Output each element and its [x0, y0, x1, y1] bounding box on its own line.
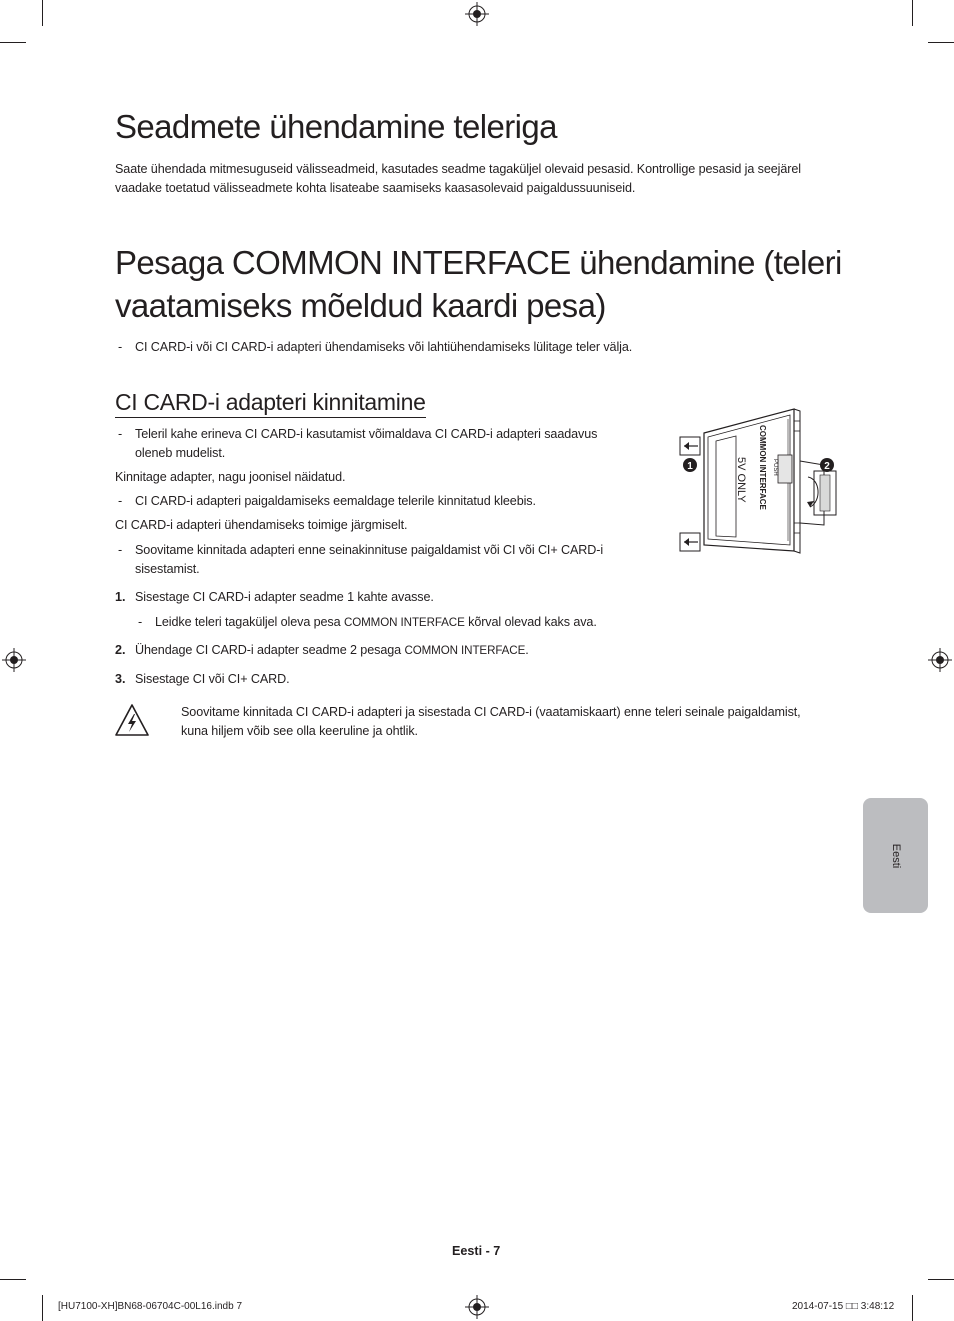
- bullet-dash: -: [118, 340, 123, 354]
- section-title: [115, 241, 842, 327]
- subsection-title: CI CARD-i adapteri kinnitamine: [115, 388, 426, 418]
- intro-line: vaadake toetatud välisseadmete kohta lisateabe saamiseks kaasasolevaid paigaldussuuniseid.: [115, 181, 636, 195]
- intro-paragraph: [115, 160, 801, 198]
- registration-mark-icon: [2, 648, 26, 672]
- callout-2: 2: [824, 461, 830, 472]
- step-text: Sisestage CI CARD-i adapter seadme 1 kahte avasse.: [135, 590, 434, 604]
- page-title: Seadmete ühendamine teleriga: [115, 108, 557, 145]
- step-text: Sisestage CI või CI+ CARD.: [135, 672, 290, 686]
- slot-name: COMMON INTERFACE: [404, 644, 526, 657]
- figure-label-5v-only: 5V ONLY: [735, 457, 747, 503]
- warning-line: Soovitame kinnitada CI CARD-i adapteri ja sisestada CI CARD-i (vaatamiskaart) enne teleri seinale paigaldamist,: [181, 705, 801, 719]
- substep-text-part: Leidke teleri tagaküljel oleva pesa: [155, 615, 344, 629]
- footer-timestamp: 2014-07-15 □□ 3:48:12: [792, 1301, 895, 1312]
- adapter-note-line: oleneb mudelist.: [135, 446, 226, 460]
- intro-line: Saate ühendada mitmesuguseid välisseadmeid, kasutades seadme tagaküljel olevaid pesasid. Kontrollige pesasid ja seejärel: [115, 162, 801, 176]
- registration-mark-icon: [465, 2, 489, 26]
- warning-line: kuna hiljem võib see olla keeruline ja ohtlik.: [181, 724, 418, 738]
- step-number: 1.: [115, 590, 126, 604]
- adapter-note: [135, 425, 597, 463]
- step-number: 3.: [115, 672, 126, 686]
- footer-file-info: [HU7100-XH]BN68-06704C-00L16.indb 7: [58, 1301, 243, 1312]
- page-number: Eesti - 7: [452, 1244, 501, 1258]
- crop-mark: [0, 1279, 26, 1280]
- crop-mark: [42, 0, 43, 26]
- attach-instruction: Kinnitage adapter, nagu joonisel näidatud.: [115, 470, 346, 484]
- substep-text: [155, 613, 597, 632]
- power-note: CI CARD-i või CI CARD-i adapteri ühendamiseks või lahtiühendamiseks lülitage teler välja.: [135, 340, 633, 354]
- crop-mark: [928, 1279, 954, 1280]
- section-title-line: Pesaga COMMON INTERFACE ühendamine (teleri: [115, 244, 842, 281]
- crop-mark: [912, 1295, 913, 1321]
- warning-lightning-icon: [114, 703, 150, 737]
- step-number: 2.: [115, 643, 126, 657]
- step-text-part: .: [525, 643, 529, 657]
- step-text-part: Ühendage CI CARD-i adapter seadme 2 pesaga: [135, 643, 405, 657]
- language-tab: [863, 798, 928, 913]
- bullet-dash: -: [138, 615, 143, 629]
- crop-mark: [912, 0, 913, 26]
- adapter-note-line: Teleril kahe erineva CI CARD-i kasutamist võimaldava CI CARD-i adapteri saadavus: [135, 427, 598, 441]
- wall-mount-note-line: Soovitame kinnitada adapteri enne seinakinnituse paigaldamist või CI või CI+ CARD-i: [135, 543, 604, 557]
- crop-mark: [42, 1295, 43, 1321]
- substep-text-part: kõrval olevad kaks ava.: [464, 615, 597, 629]
- wall-mount-note: [135, 541, 603, 579]
- warning-text: [181, 703, 801, 741]
- crop-mark: [0, 42, 26, 43]
- registration-mark-icon: [928, 648, 952, 672]
- language-tab-label: Eesti: [889, 843, 902, 868]
- bullet-dash: -: [118, 543, 123, 557]
- callout-1: 1: [687, 461, 693, 472]
- bullet-dash: -: [118, 427, 123, 441]
- bullet-dash: -: [118, 494, 123, 508]
- step-text: [135, 641, 529, 660]
- registration-mark-icon: [465, 1295, 489, 1319]
- crop-mark: [928, 42, 954, 43]
- figure-label-common-interface: COMMON INTERFACE: [758, 425, 767, 510]
- section-title-line: vaatamiseks mõeldud kaardi pesa): [115, 287, 606, 324]
- wall-mount-note-line: sisestamist.: [135, 562, 200, 576]
- figure-label-push: PUSH: [772, 459, 778, 476]
- sticker-note: CI CARD-i adapteri paigaldamiseks eemaldage telerile kinnitatud kleebis.: [135, 494, 536, 508]
- connect-instruction: CI CARD-i adapteri ühendamiseks toimige järgmiselt.: [115, 518, 408, 532]
- ci-adapter-illustration: [676, 405, 840, 555]
- slot-name: COMMON INTERFACE: [343, 616, 465, 629]
